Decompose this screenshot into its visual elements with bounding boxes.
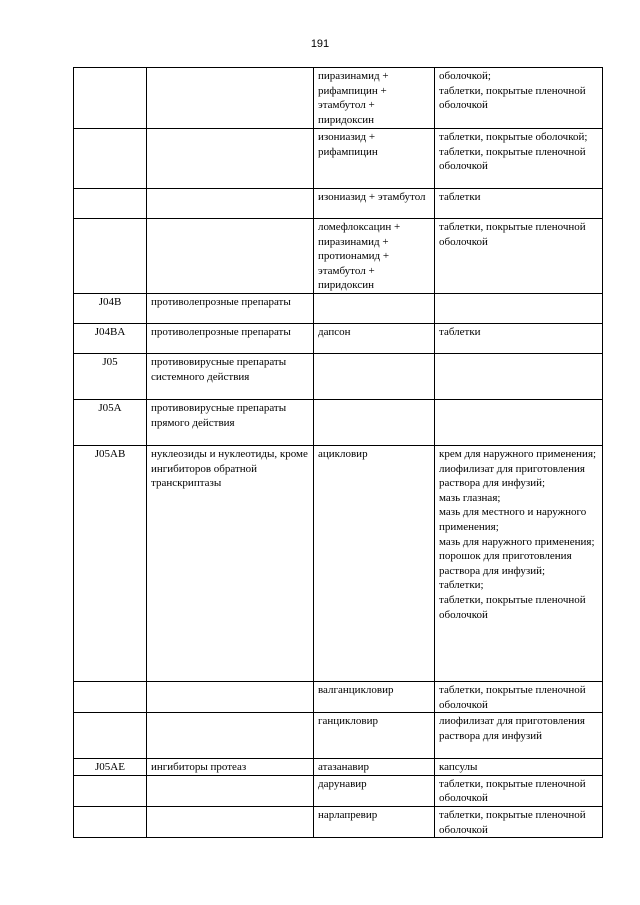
group-cell: противовирусные препараты прямого действия <box>147 400 314 446</box>
dosage-form-cell: таблетки, покрытые оболочкой; таблетки, покрытые пленочной оболочкой <box>435 129 603 189</box>
atc-code-cell <box>74 68 147 129</box>
drug-cell: пиразинамид + рифампицин + этамбутол + пиридоксин <box>314 68 435 129</box>
atc-code-cell <box>74 682 147 713</box>
drug-cell: ацикловир <box>314 446 435 682</box>
dosage-form-cell: таблетки, покрытые пленочной оболочкой <box>435 775 603 806</box>
drug-cell: изониазид + этамбутол <box>314 189 435 219</box>
group-cell <box>147 68 314 129</box>
group-cell: противолепрозные препараты <box>147 294 314 324</box>
drug-cell: дарунавир <box>314 775 435 806</box>
drug-cell: дапсон <box>314 324 435 354</box>
group-cell: противовирусные препараты системного действия <box>147 354 314 400</box>
drug-cell: валганцикловир <box>314 682 435 713</box>
atc-code-cell: J04B <box>74 294 147 324</box>
dosage-form-cell: таблетки, покрытые пленочной оболочкой <box>435 219 603 294</box>
dosage-form-cell: таблетки <box>435 324 603 354</box>
group-cell: противолепрозные препараты <box>147 324 314 354</box>
group-cell: нуклеозиды и нуклеотиды, кроме ингибиторов обратной транскриптазы <box>147 446 314 682</box>
table-row <box>74 324 603 354</box>
table-row <box>74 68 603 129</box>
atc-code-cell: J04BA <box>74 324 147 354</box>
drug-table <box>73 67 603 838</box>
group-cell <box>147 189 314 219</box>
table-row <box>74 129 603 189</box>
atc-code-cell <box>74 806 147 837</box>
dosage-form-cell <box>435 400 603 446</box>
drug-cell: нарлапревир <box>314 806 435 837</box>
table-row <box>74 189 603 219</box>
drug-cell <box>314 354 435 400</box>
group-cell <box>147 713 314 759</box>
atc-code-cell: J05AB <box>74 446 147 682</box>
atc-code-cell <box>74 129 147 189</box>
dosage-form-cell <box>435 294 603 324</box>
table-row <box>74 713 603 759</box>
table-row <box>74 400 603 446</box>
drug-cell: изониазид + рифампицин <box>314 129 435 189</box>
drug-cell: ломефлоксацин + пиразинамид + протионамид + этамбутол + пиридоксин <box>314 219 435 294</box>
drug-cell <box>314 400 435 446</box>
group-cell <box>147 775 314 806</box>
group-cell <box>147 682 314 713</box>
dosage-form-cell: таблетки <box>435 189 603 219</box>
table-row <box>74 759 603 776</box>
atc-code-cell: J05AE <box>74 759 147 776</box>
page-number: 191 <box>310 38 330 50</box>
atc-code-cell <box>74 713 147 759</box>
atc-code-cell: J05 <box>74 354 147 400</box>
group-cell <box>147 129 314 189</box>
dosage-form-cell: оболочкой; таблетки, покрытые пленочной оболочкой <box>435 68 603 129</box>
dosage-form-cell <box>435 354 603 400</box>
table-row <box>74 446 603 682</box>
group-cell: ингибиторы протеаз <box>147 759 314 776</box>
table-row <box>74 219 603 294</box>
atc-code-cell <box>74 219 147 294</box>
atc-code-cell <box>74 189 147 219</box>
drug-cell <box>314 294 435 324</box>
table-row <box>74 775 603 806</box>
table-row <box>74 806 603 837</box>
table-row <box>74 294 603 324</box>
dosage-form-cell: таблетки, покрытые пленочной оболочкой <box>435 806 603 837</box>
drug-cell: ганцикловир <box>314 713 435 759</box>
drug-cell: атазанавир <box>314 759 435 776</box>
dosage-form-cell: капсулы <box>435 759 603 776</box>
table-row <box>74 354 603 400</box>
group-cell <box>147 219 314 294</box>
dosage-form-cell: лиофилизат для приготовления раствора для инфузий <box>435 713 603 759</box>
atc-code-cell <box>74 775 147 806</box>
group-cell <box>147 806 314 837</box>
dosage-form-cell: таблетки, покрытые пленочной оболочкой <box>435 682 603 713</box>
table-row <box>74 682 603 713</box>
atc-code-cell: J05A <box>74 400 147 446</box>
dosage-form-cell: крем для наружного применения; лиофилизат для приготовления раствора для инфузий; мазь глазная; мазь для местного и наружного применения; мазь для наружного применения; порошок для приготовления раствора для инфузий; таблетки; таблетки, покрытые пленочной оболочкой <box>435 446 603 682</box>
